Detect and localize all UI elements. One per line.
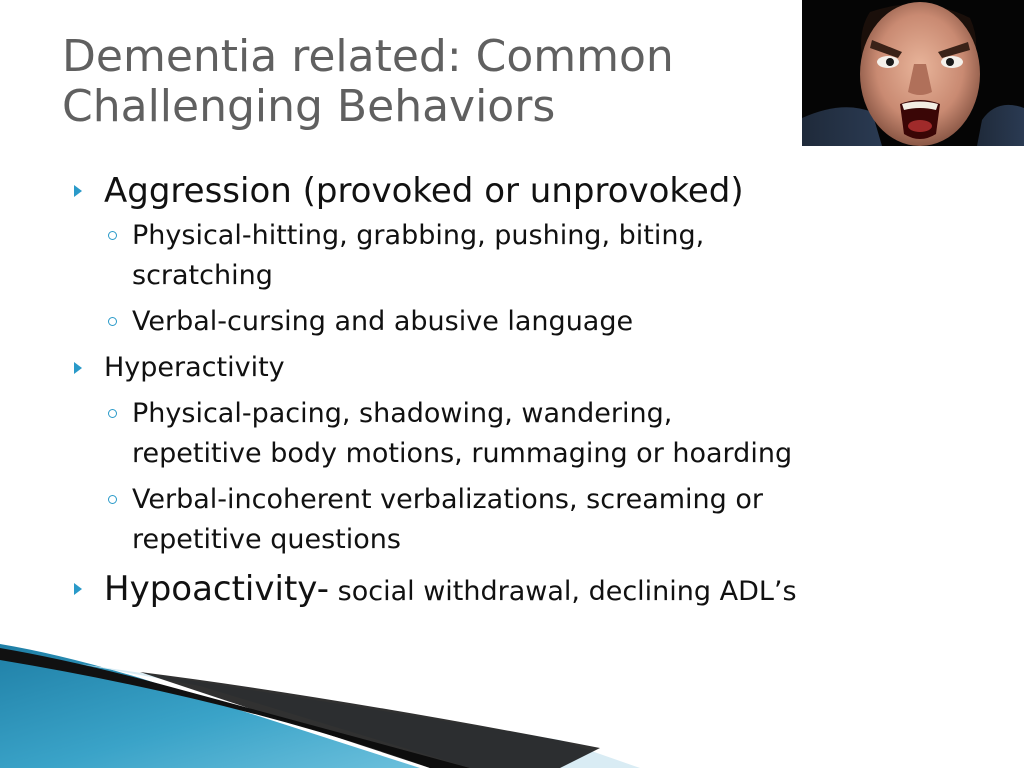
triangle-right-icon (74, 583, 82, 595)
ring-icon (108, 495, 117, 504)
ring-icon (108, 409, 117, 418)
wave-decoration (0, 620, 1024, 768)
title-line-1: Dementia related: Common (62, 31, 674, 82)
ring-icon (108, 231, 117, 240)
sub-bullet-verbal-hyperactivity (74, 480, 1004, 560)
title-line-2: Challenging Behaviors (62, 81, 556, 132)
sub-bullet-verbal-aggression (74, 302, 1004, 342)
sub-bullet-line: Verbal-cursing and abusive language (132, 306, 634, 337)
bullet-list (74, 168, 1004, 615)
sub-bullet-physical-hyperactivity (74, 394, 1004, 474)
bullet-item-aggression (74, 168, 1004, 214)
ring-icon (108, 317, 117, 326)
sub-bullet-line: repetitive body motions, rummaging or hoarding (132, 438, 793, 469)
screaming-man-photo (802, 0, 1024, 146)
sub-bullet-line: Physical-pacing, shadowing, wandering, (132, 398, 673, 429)
bullet-item-hyperactivity (74, 348, 1004, 388)
bullet-text: Aggression (provoked or unprovoked) (104, 171, 744, 211)
sub-bullet-physical-aggression (74, 216, 1004, 296)
bullet-item-hypoactivity (74, 566, 1004, 615)
sub-bullet-line: repetitive questions (132, 524, 401, 555)
triangle-right-icon (74, 185, 82, 197)
sub-bullet-line: Physical-hitting, grabbing, pushing, biting, (132, 220, 705, 251)
bullet-tail-text: social withdrawal, declining ADL’s (329, 576, 797, 607)
slide-title (62, 32, 792, 132)
sub-bullet-line: Verbal-incoherent verbalizations, screaming or (132, 484, 763, 515)
bullet-text: Hyperactivity (104, 352, 285, 383)
sub-bullet-line: scratching (132, 260, 273, 291)
triangle-right-icon (74, 362, 82, 374)
bullet-text: Hypoactivity- (104, 569, 330, 609)
